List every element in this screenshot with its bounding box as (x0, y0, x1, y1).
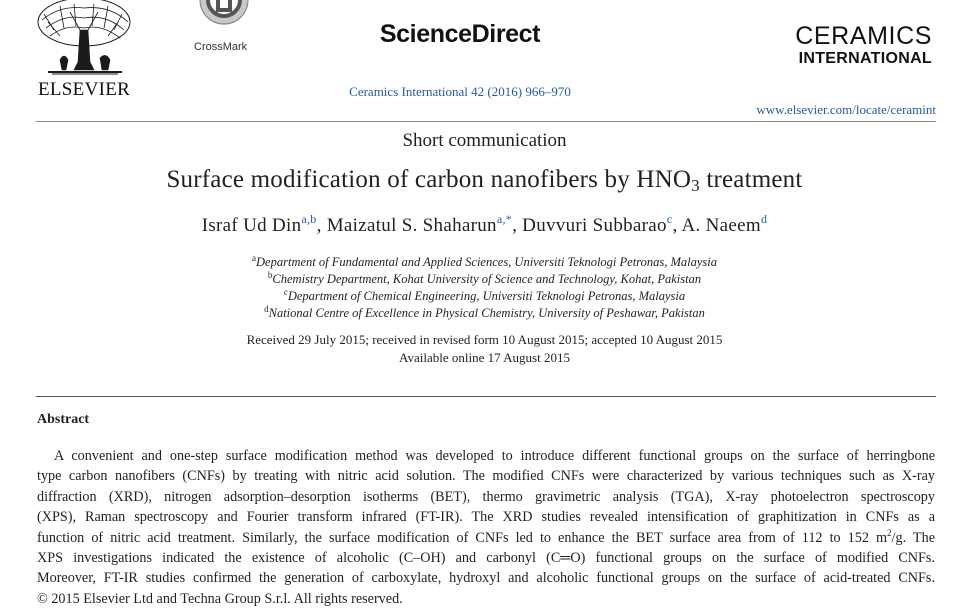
affiliation-text: Chemistry Department, Kohat University of Science and Technology, Kohat, Pakistan (272, 272, 702, 286)
author-separator: , (316, 215, 327, 236)
article-type: Short communication (402, 130, 567, 151)
journal-url-link[interactable]: www.elsevier.com/locate/ceramint (756, 102, 936, 117)
journal-reference-link[interactable]: Ceramics International 42 (2016) 966–970 (349, 84, 571, 99)
abstract-divider (36, 396, 936, 397)
header-rule (36, 121, 936, 122)
abstract-line-tail: /g. The (891, 529, 935, 546)
abstract-line: XPS investigations indicated the existence of alcoholic (C–OH) and carbonyl (C═O) functional groups on the surface of modified CNFs. (37, 549, 935, 566)
abstract-body (37, 446, 935, 609)
affiliation-text: Department of Chemical Engineering, Universiti Teknologi Petronas, Malaysia (287, 289, 686, 303)
author-affil-marker[interactable]: a,b (301, 212, 317, 226)
publisher-name: ELSEVIER (38, 79, 131, 100)
title-subscript: 3 (691, 176, 700, 195)
title-prefix: Surface modification of carbon nanofibers by HNO (166, 166, 692, 193)
abstract-heading: Abstract (37, 412, 90, 427)
crossmark-label: CrossMark (194, 41, 248, 53)
author-list (0, 212, 969, 237)
title-suffix: treatment (699, 166, 803, 193)
affiliation (0, 306, 969, 321)
received-dates: Received 29 July 2015; received in revised form 10 August 2015; accepted 10 August 2015 (246, 332, 723, 347)
abstract-line: diffraction (XRD), nitrogen adsorption–desorption isotherms (BET), thermo gravimetric analysis (TGA), X-ray photoelectron spectroscopy (37, 488, 935, 505)
affiliation (0, 272, 969, 287)
author-affil-marker[interactable]: c (666, 212, 673, 226)
abstract-line (37, 528, 935, 548)
affiliation-key: d (264, 304, 269, 314)
author-separator: , (512, 215, 523, 236)
abstract-line: A convenient and one-step surface modification method was developed to introduce different functional groups on the surface of herringbone (54, 448, 935, 464)
abstract-copyright: © 2015 Elsevier Ltd and Techna Group S.r.l. All rights reserved. (37, 590, 403, 607)
affiliation-key: b (267, 270, 273, 280)
affiliation-text: National Centre of Excellence in Physical Chemistry, University of Peshawar, Pakistan (268, 306, 705, 320)
article-title (0, 166, 969, 194)
online-date: Available online 17 August 2015 (399, 350, 570, 365)
affiliation-text: Department of Fundamental and Applied Sciences, Universiti Teknologi Petronas, Malaysia (256, 255, 717, 269)
affiliation (0, 289, 969, 304)
author-name[interactable]: Duvvuri Subbarao (522, 215, 667, 236)
author-name[interactable]: A. Naeem (681, 215, 761, 236)
sciencedirect-logo[interactable]: ScienceDirect (379, 20, 541, 48)
journal-name-line1: CERAMICS (795, 22, 932, 50)
abstract-line: Moreover, FT-IR studies confirmed the generation of carboxylate, hydroxyl and alcoholic functional groups on the surface of acid-treated CNFs. (37, 570, 935, 587)
abstract-superscript: 2 (887, 527, 892, 538)
author-name[interactable]: Maizatul S. Shaharun (326, 215, 497, 236)
abstract-line-text: function of nitric acid treatment. Similarly, the surface modification of CNFs led to enhance the BET surface area from of 112 to 152 m (37, 529, 888, 546)
author-name[interactable]: Israf Ud Din (201, 215, 302, 236)
author-separator: , (672, 215, 682, 236)
author-affil-marker[interactable]: a,* (496, 212, 513, 226)
author-affil-marker[interactable]: d (760, 212, 768, 226)
affiliation-key: a (252, 253, 257, 263)
affiliation (0, 255, 969, 270)
abstract-line: (XPS), Raman spectroscopy and Fourier transform infrared (FT-IR). The XRD studies revealed intensification of graphitization in CNFs as a (37, 509, 935, 526)
journal-name-line2: INTERNATIONAL (798, 50, 932, 67)
abstract-line: type carbon nanofibers (CNFs) by treating with nitric acid solution. The modified CNFs were characterized by various techniques such as X-ray (37, 468, 935, 485)
affiliation-key: c (283, 287, 288, 297)
